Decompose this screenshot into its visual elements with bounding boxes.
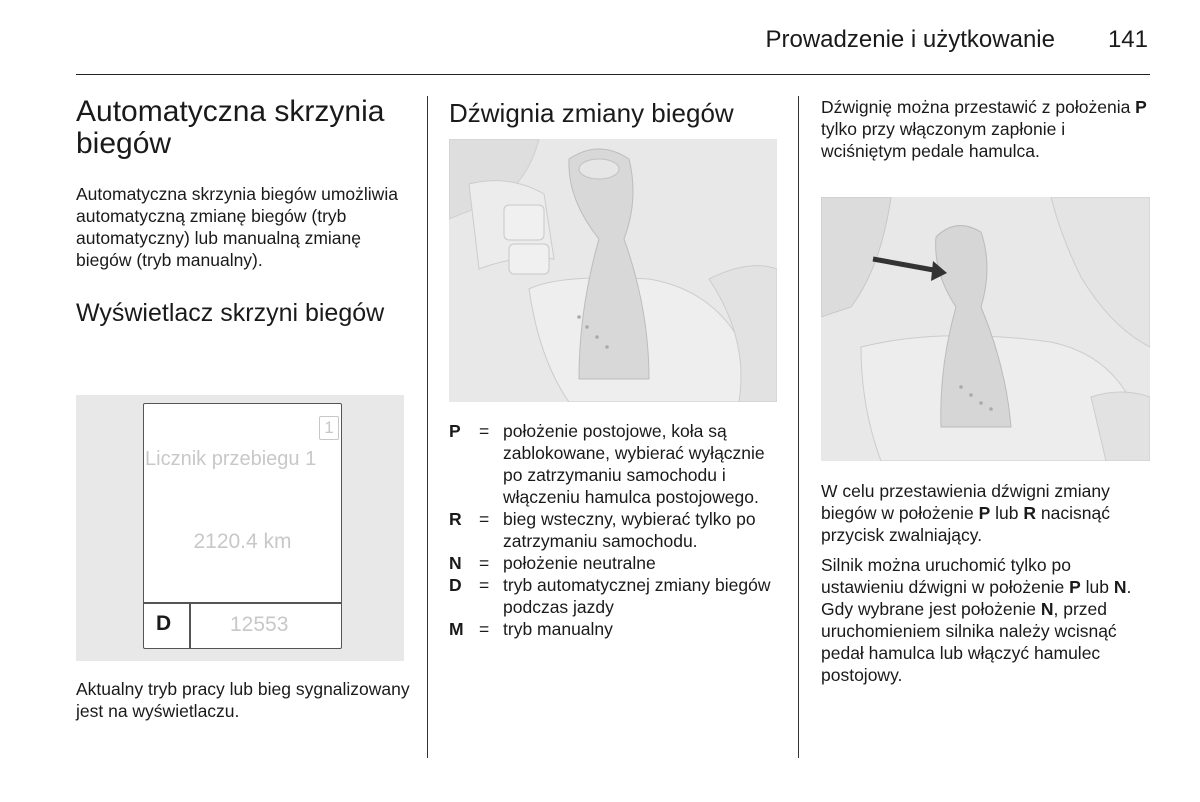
subsection-heading: Wyświetlacz skrzyni biegów (76, 299, 385, 327)
text-run: Dźwignię można przestawić z położenia (821, 97, 1136, 117)
equals-sign: = (479, 619, 490, 639)
section-heading: Automatyczna skrzynia biegów (76, 95, 385, 160)
text-run: nacisnąć przycisk zwalniający. (821, 503, 1110, 545)
gear-key: D (449, 575, 462, 595)
display-caption: Aktualny tryb pracy lub bieg sygnalizowany jest na wyświetlaczu. (76, 679, 410, 721)
running-title: Prowadzenie i użytkowanie (765, 26, 1055, 53)
equals-sign: = (479, 509, 490, 529)
column-1 (76, 96, 406, 329)
shift-lock-paragraph (821, 96, 1151, 162)
display-divider-vertical (189, 602, 191, 648)
text-run: , przed uruchomieniem silnika należy wcisnąć pedał hamulca lub włączyć hamulec postojowy. (821, 599, 1117, 685)
list-item (449, 552, 779, 574)
gear-description: tryb manualny (503, 619, 613, 639)
list-item (449, 508, 779, 552)
release-paragraph (821, 480, 1156, 546)
gear-letter: P (1135, 97, 1147, 117)
text-run: W celu przestawienia dźwigni zmiany biegów w położenie (821, 481, 1110, 523)
gear-lever-illustration (449, 139, 777, 402)
display-title: Licznik przebiegu 1 (145, 448, 317, 470)
display-panel (143, 403, 342, 649)
gear-letter: R (1023, 503, 1037, 523)
gear-letter: P (978, 503, 991, 523)
gear-key: R (449, 509, 462, 529)
equals-sign: = (479, 575, 490, 595)
gear-description: tryb automatycznej zmiany biegów podczas jazdy (503, 575, 771, 617)
gear-indicator: D (156, 612, 172, 635)
header-rule (76, 74, 1150, 75)
intro-paragraph: Automatyczna skrzynia biegów umożliwia automatyczną zmianę biegów (tryb automatyczny) lub manualną zmianę biegów (tryb manualny). (76, 184, 398, 270)
text-run: tylko przy włączonym zapłonie i wciśniętym pedale hamulca. (821, 119, 1066, 161)
list-item (449, 618, 779, 640)
page-header (0, 0, 1200, 80)
text-run: lub (1080, 577, 1114, 597)
column-divider-1 (427, 96, 428, 758)
list-item (449, 574, 779, 618)
release-button-illustration (821, 197, 1150, 461)
page-number: 141 (1107, 26, 1148, 53)
gear-positions-list (449, 420, 779, 640)
gear-key: M (449, 619, 464, 639)
odometer-value: 12553 (230, 613, 289, 636)
display-divider (144, 602, 341, 604)
text-run: . Gdy wybrane jest położenie (821, 577, 1132, 619)
engine-start-paragraph (821, 554, 1156, 686)
gear-description: położenie postojowe, koła są zablokowane, wybierać wyłącznie po zatrzymaniu samochodu i włączeniu hamulca postojowego. (503, 421, 765, 507)
trip-icon: 1 (319, 416, 339, 440)
gear-description: położenie neutralne (503, 553, 656, 573)
list-item (449, 420, 779, 508)
gear-lever-figure (449, 139, 777, 402)
text-run: Silnik można uruchomić tylko po ustawieniu dźwigni w położenie (821, 555, 1071, 597)
trip-distance: 2120.4 km (193, 530, 292, 553)
column-divider-2 (798, 96, 799, 758)
text-run: lub (990, 503, 1024, 523)
gear-description: bieg wsteczny, wybierać tylko po zatrzymaniu samochodu. (503, 509, 756, 551)
release-button-figure (821, 197, 1150, 461)
gear-letter: N (1040, 599, 1054, 619)
gear-key: N (449, 553, 462, 573)
lever-heading: Dźwignia zmiany biegów (449, 98, 734, 128)
transmission-display-figure (76, 395, 404, 661)
equals-sign: = (479, 421, 490, 441)
equals-sign: = (479, 553, 490, 573)
gear-letter: P (1069, 577, 1081, 597)
gear-letter: N (1113, 577, 1127, 597)
gear-key: P (449, 421, 461, 441)
